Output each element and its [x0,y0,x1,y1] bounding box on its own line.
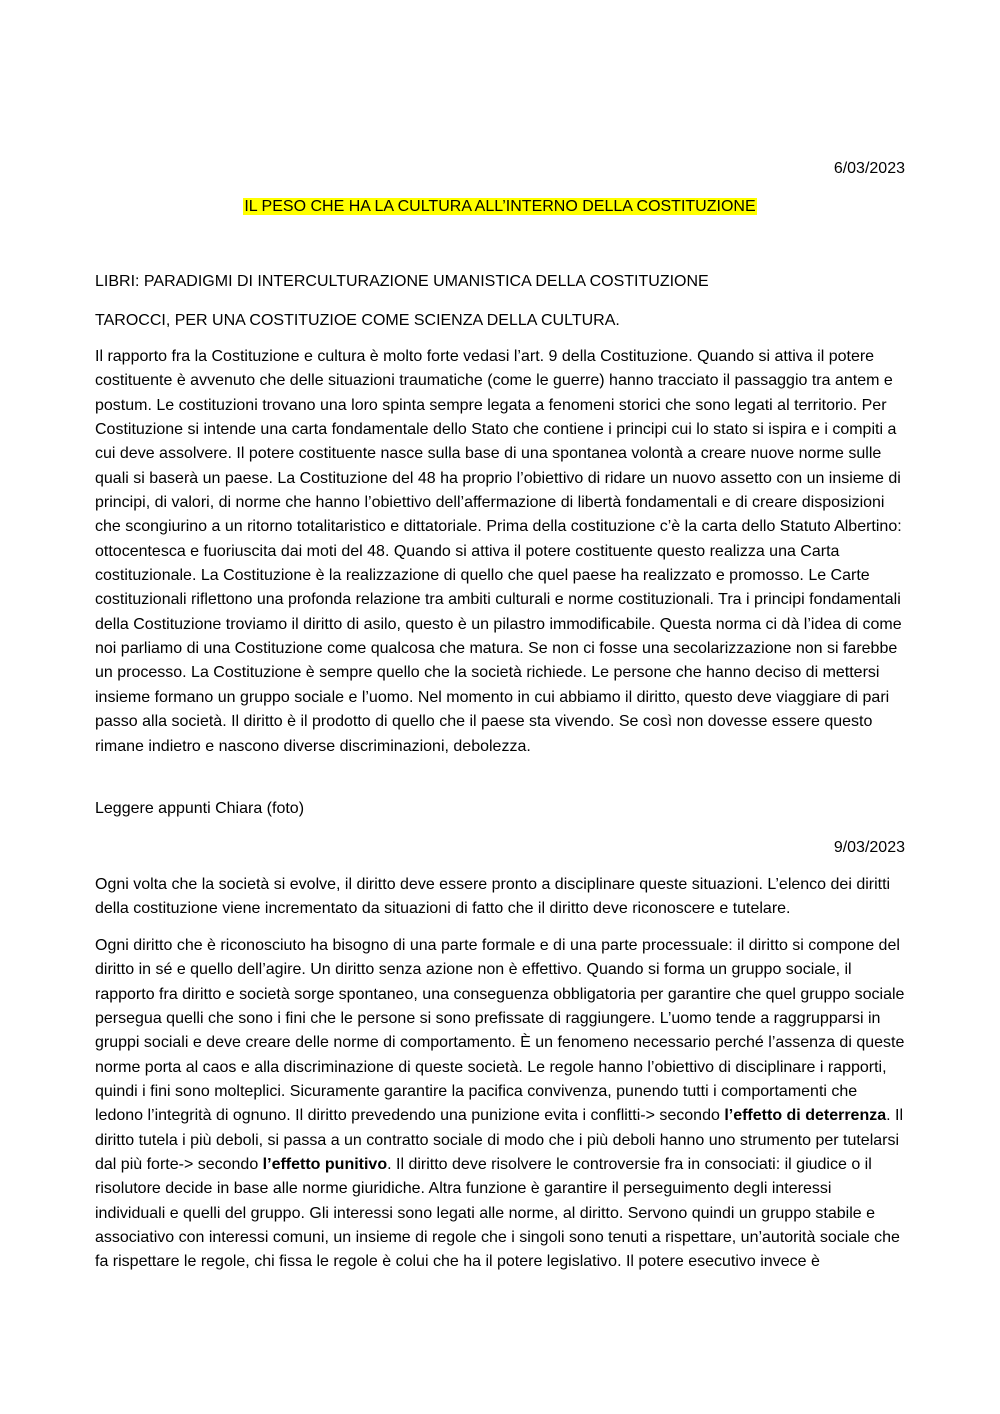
paragraph-text: . Il diritto deve risolvere le controversie fra in consociati: il giudice o il risolutore decide in base alle norme giuridiche. Altra funzione è garantire il perseguimento degli interessi individuali e quelli del gruppo. Gli interessi sono legati alle norme, al diritto. Servono quindi un gruppo stabile e associativo con interessi comuni, un insieme di regole che i singoli sono tenuti a rispettare, un’autorità sociale che fa rispettare le regole, chi fissa le regole è colui che ha il potere legislativo. Il potere esecutivo invece è [95,1156,900,1271]
date-heading-2: 9/03/2023 [833,839,905,856]
note-line: Leggere appunti Chiara (foto) [95,800,305,817]
paragraph-text: . Il diritto tutela i più deboli, si passa a un contratto sociale di modo che i più deboli hanno uno strumento per tutelarsi dal più forte-> secondo [95,1107,904,1174]
paragraph-law-functions [95,934,905,1275]
books-line: LIBRI: PARADIGMI DI INTERCULTURAZIONE UMANISTICA DELLA COSTITUZIONE [95,273,709,290]
paragraph-text: Ogni diritto che è riconosciuto ha bisogno di una parte formale e di una parte processuale: il diritto si compone del diritto in sé e quello dell’agire. Un diritto senza azione non è effettivo. Quando si forma un gruppo sociale, il rapporto fra diritto e società sorge spontaneo, una conseguenza obbligatoria per garantire che quel gruppo sociale persegua quelli che sono i fini che le persone si sono prefissate di raggiungere. L’uomo tende a raggrupparsi in gruppi sociali e deve creare delle norme di comportamento. È un fenomeno necessario perché l’assenza di queste norme porta al caos e alla discriminazione di queste società. Le regole hanno l’obiettivo di disciplinare i rapporti, quindi i fini sono molteplici. Sicuramente garantire la pacifica convivenza, punendo tutti i comportamenti che ledono l’integrità di ognuno. Il diritto prevedendo una punizione evita i conflitti-> secondo [95,937,905,1125]
page-title: IL PESO CHE HA LA CULTURA ALL’INTERNO DELLA COSTITUZIONE [244,198,756,215]
date-heading: 6/03/2023 [833,160,905,177]
paragraph-constitution-culture: Il rapporto fra la Costituzione e cultura è molto forte vedasi l’art. 9 della Costituzione. Quando si attiva il potere costituente è avvenuto che delle situazioni traumatiche (come le guerre) hanno tracciato il passaggio tra antem e postum. Le costituzioni trovano una loro spinta sempre legata a fenomeni storici che sono legati al territorio. Per Costituzione si intende una carta fondamentale dello Stato che contiene i principi cui lo stato si ispira e i compiti a cui deve assolvere. Il potere costituente nasce sulla base di una spontanea volontà a creare nuove norme sulle quali si baserà un paese. La Costituzione del 48 ha proprio l’obiettivo di ridare un nuovo assetto con un insieme di principi, di valori, di norme che hanno l’obiettivo dell’affermazione di libertà fondamentali e di creare disposizioni che scongiurino a un ritorno totalitaristico e dittatoriale. Prima della costituzione c’è la carta dello Statuto Albertino: ottocentesca e fuoriuscita dai moti del 48. Quando si attiva il potere costituente questo realizza una Carta costituzionale. La Costituzione è la realizzazione di quello che quel paese ha realizzato e promosso. Le Carte costituzionali riflettono una profonda relazione tra ambiti culturali e norme costituzionali. Tra i principi fondamentali della Costituzione troviamo il diritto di asilo, questo è un pilastro immodificabile. Questa norma ci dà l’idea di come noi parliamo di una Costituzione come qualcosa che matura. Se non ci fosse una secolarizzazione non si farebbe un processo. La Costituzione è sempre quello che la società richiede. Le persone che hanno deciso di mettersi insieme formano un gruppo sociale e l’uomo. Nel momento in cui abbiamo il diritto, questo deve viaggiare di pari passo alla società. Il diritto è il prodotto di quello che il paese sta vivendo. Se così non dovesse essere questo rimane indietro e nascono diverse discriminazioni, debolezza. [95,348,902,755]
paragraph-society-evolution: Ogni volta che la società si evolve, il diritto deve essere pronto a disciplinare queste situazioni. L’elenco dei diritti della costituzione viene incrementato da situazioni di fatto che il diritto deve riconoscere e tutelare. [95,876,891,918]
title-container [95,195,905,219]
bold-term-punitive: l’effetto punitivo [262,1156,388,1174]
tarocci-line: TAROCCI, PER UNA COSTITUZIOE COME SCIENZA DELLA CULTURA. [95,312,620,329]
bold-term-deterrence: l’effetto di deterrenza [724,1107,887,1125]
